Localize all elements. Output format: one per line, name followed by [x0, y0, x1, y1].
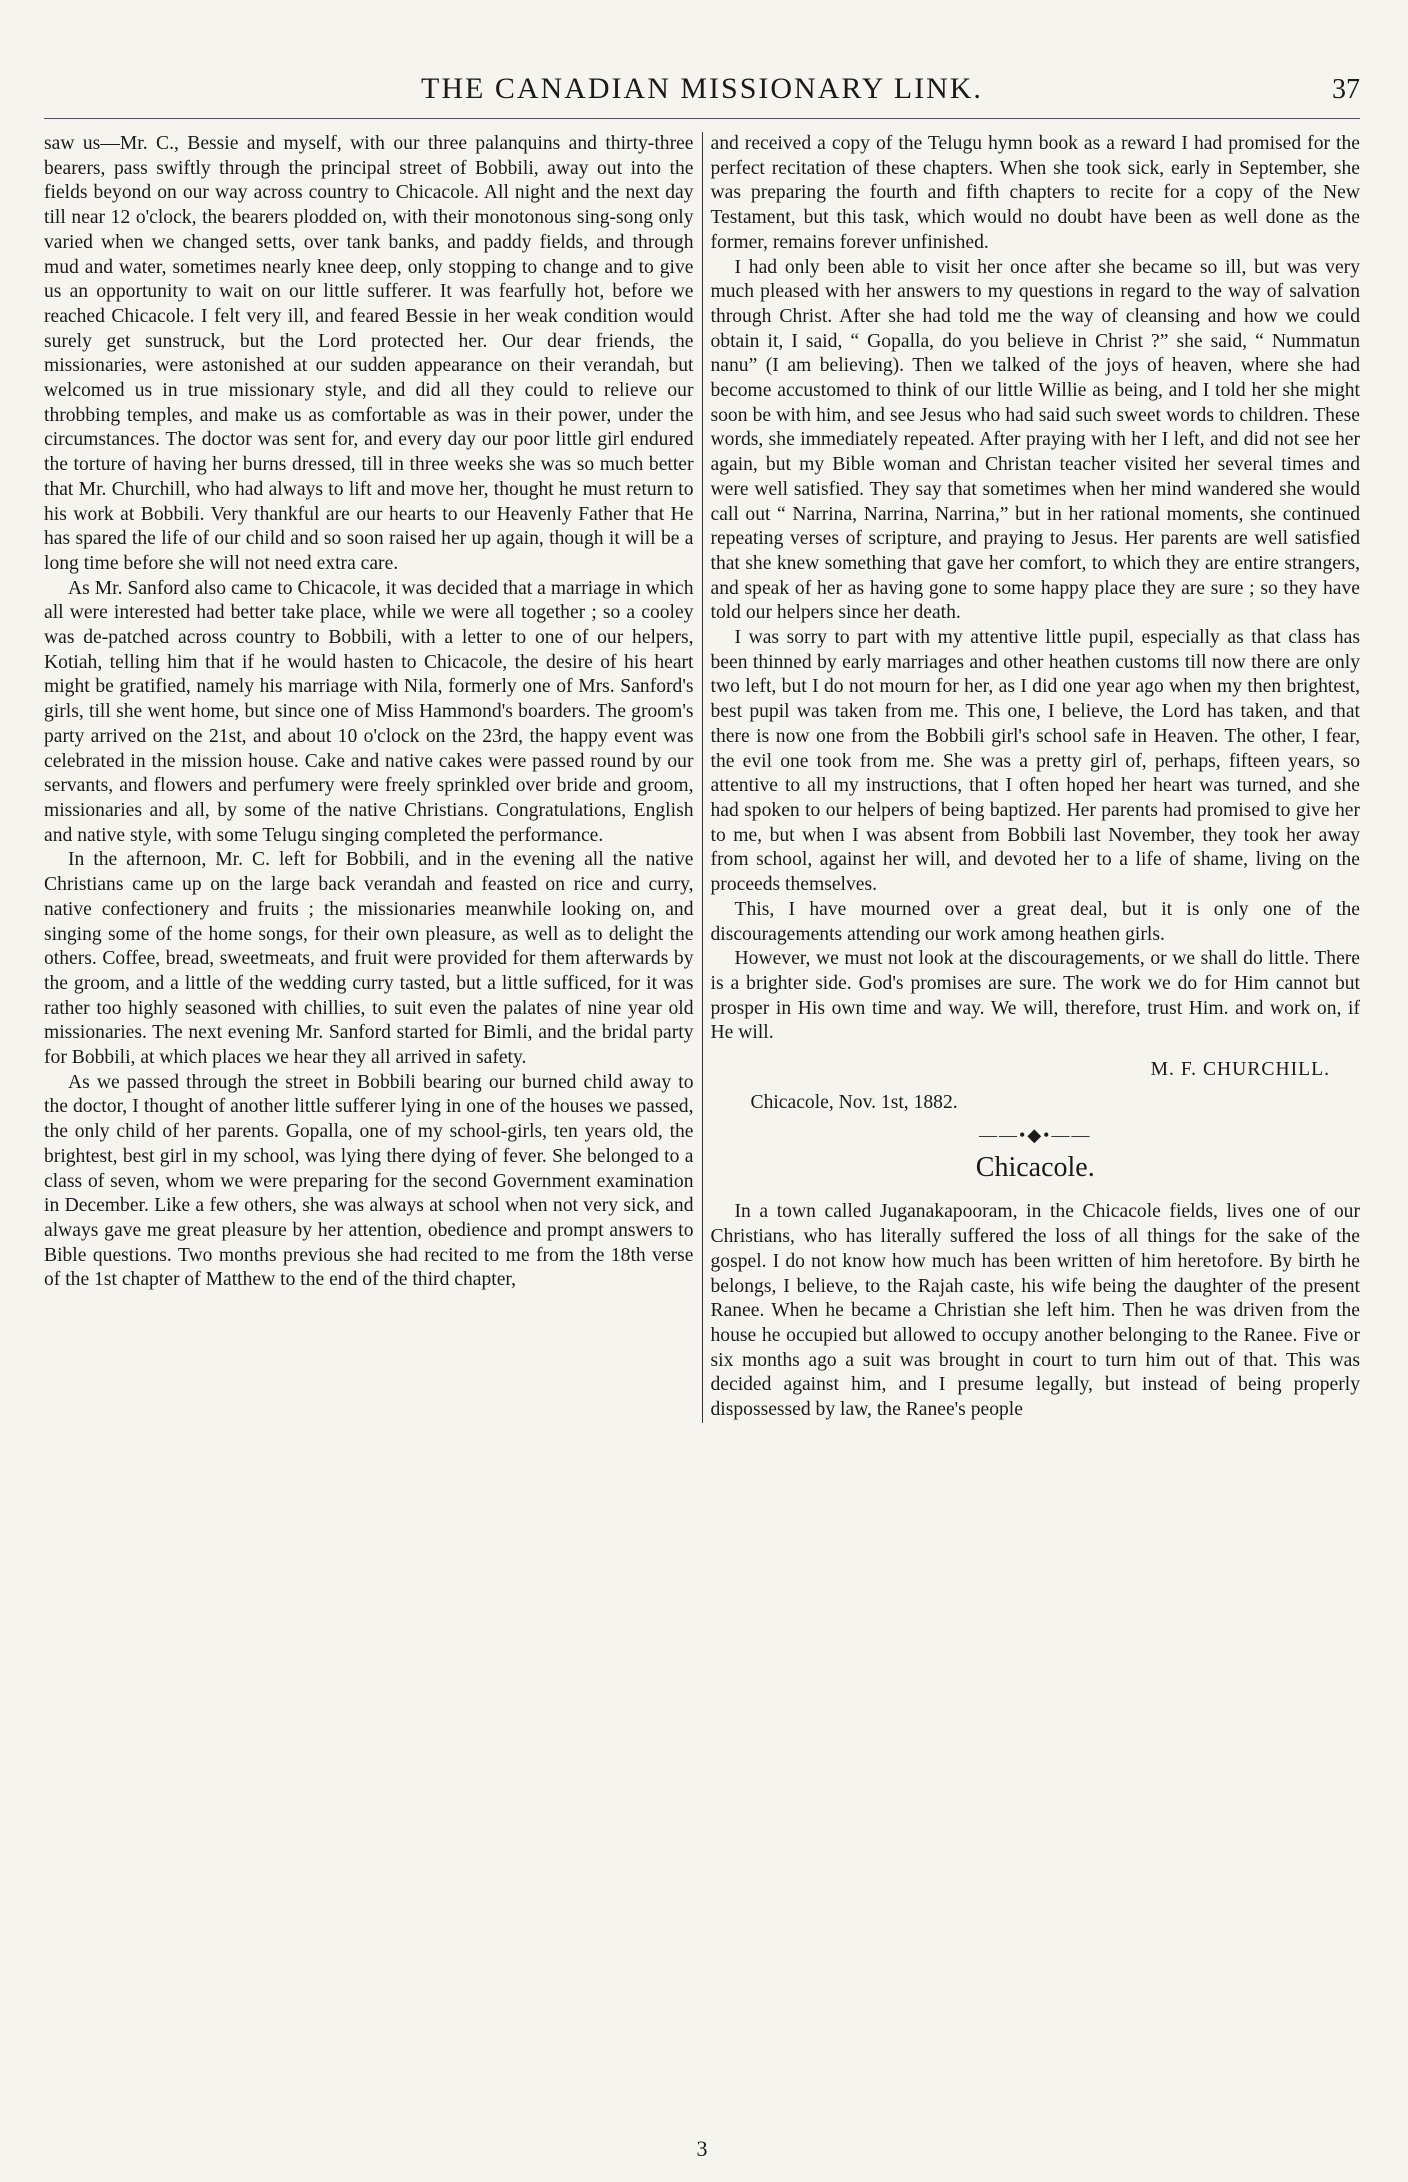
- paragraph: I was sorry to part with my attentive little pupil, especially as that class has been thinned by early marriages and other heathen customs till now there are only two left, but I do not mourn for her, as I did one year ago when my then brightest, best pupil was taken from me. This one, I believe, the Lord has taken, and that there is now one from the Bobbili girl's school safe in Heaven. The other, I fear, the evil one took from me. She was a pretty girl of, perhaps, fifteen years, so attentive to all my instructions, that I often hoped her heart was turned, and she had spoken to our helpers of being baptized. Her parents had promised to give her to me, but when I was absent from Bobbili last November, they took her away from school, against her will, and devoted her to a life of shame, living on the proceeds themselves.: [710, 627, 1360, 896]
- paragraph: and received a copy of the Telugu hymn book as a reward I had promised for the perfect recitation of these chapters. When she took sick, early in September, she was preparing the fourth and fifth chapters to recite for a copy of the New Testament, but this task, which would no doubt have been as well done as the former, remains forever unfinished.: [710, 133, 1360, 253]
- page-number: 37: [1332, 74, 1360, 105]
- header-rule: [44, 118, 1360, 119]
- paragraph: I had only been able to visit her once after she became so ill, but was very much pleased with her answers to my questions in regard to the way of salvation through Christ. After she had told me the way of cleansing and how we could obtain it, I said, “ Gopalla, do you believe in Christ ?” she said, “ Nummatun nanu” (I am believing). Then we talked of the joys of heaven, where she had become accustomed to think of our little Willie as being, and I told her she might soon be with him, and see Jesus who had said such sweet words to children. These words, she immediately repeated. After praying with her I left, and did not see her again, but my Bible woman and Christan teacher visited her several times and were well satisfied. They say that sometimes when her mind wandered she would call out “ Narrina, Narrina, Narrina,” but in her rational moments, she continued repeating verses of scripture, and praying to Jesus. Her parents are well satisfied that she knew something that gave her comfort, to which they are entire strangers, and speak of her as having gone to some happy place they are sure ; so they have told our helpers since her death.: [710, 256, 1360, 624]
- paragraph: As Mr. Sanford also came to Chicacole, it was decided that a marriage in which all were interested had better take place, while we were all together ; so a cooley was de-patched across country to Bobbili, with a letter to one of our helpers, Kotiah, telling him that if he would hasten to Chicacole, the desire of his heart might be gratified, namely his marriage with Nila, formerly one of Mrs. Sanford's girls, till she went home, but since one of Miss Hammond's boarders. The groom's party arrived on the 21st, and about 10 o'clock on the 23rd, the happy event was celebrated in the mission house. Cake and native cakes were passed round by our servants, and flowers and perfumery were freely sprinkled over bride and groom, missionaries and all, by some of the native Christians. Congratulations, English and native style, with some Telugu singing completed the performance.: [44, 577, 694, 846]
- paragraph: saw us—Mr. C., Bessie and myself, with our three palanquins and thirty-three bearers, pass swiftly through the principal street of Bobbili, away out into the fields beyond on our way across country to Chicacole. All night and the next day till near 12 o'clock, the bearers plodded on, with their monotonous sing-song only varied when we changed setts, over tank banks, and paddy fields, and through mud and water, sometimes nearly knee deep, only stopping to change and to give us an opportunity to wait on our little sufferer. It was fearfully hot, before we reached Chicacole. I felt very ill, and feared Bessie in her weak condition would surely get sunstruck, but the Lord protected her. Our dear friends, the missionaries, were astonished at our sudden appearance on their verandah, but welcomed us in true missionary style, and did all they could to relieve our throbbing temples, and make us as comfortable as was in their power, under the circumstances. The doctor was sent for, and every day our poor little girl endured the torture of having her burns dressed, till in three weeks she was so much better that Mr. Churchill, who had always to lift and move her, thought he must return to his work at Bobbili. Very thankful are our hearts to our Heavenly Father that He has spared the life of our child and so soon raised her up again, though it will be a long time before she will not need extra care.: [44, 133, 694, 574]
- page: [44, 62, 1360, 2172]
- section-title: Chicacole.: [975, 1152, 1095, 1184]
- signature: M. F. CHURCHILL.: [1150, 1059, 1330, 1081]
- page-header: [44, 62, 1360, 124]
- columns: [44, 132, 1360, 1423]
- dateline: Chicacole, Nov. 1st, 1882.: [750, 1091, 958, 1113]
- running-title: THE CANADIAN MISSIONARY LINK.: [421, 72, 983, 105]
- paragraph: However, we must not look at the discouragements, or we shall do little. There is a brighter side. God's promises are sure. The work we do for Him cannot but prosper in His own time and way. We will, therefore, trust Him. and work on, if He will.: [710, 948, 1360, 1044]
- right-column: [702, 132, 1361, 1423]
- paragraph: As we passed through the street in Bobbili bearing our burned child away to the doctor, I thought of another little sufferer lying in one of the houses we passed, the only child of her parents. Gopalla, one of my school-girls, ten years old, the brightest, best girl in my school, was lying there dying of fever. She belonged to a class of seven, whom we were preparing for the second Government examination in December. Like a few others, she was always at school when not very sick, and always gave me great pleasure by her attention, obedience and prompt answers to Bible questions. Two months previous she had recited to me from the 18th verse of the 1st chapter of Matthew to the end of the third chapter,: [44, 1071, 694, 1291]
- paragraph: In a town called Juganakapooram, in the Chicacole fields, lives one of our Christians, who has literally suffered the loss of all things for the sake of the gospel. I do not know how much has been written of him heretofore. By birth he belongs, I believe, to the Rajah caste, his wife being the daughter of the present Ranee. When he became a Christian she left him. Then he was driven from the house he occupied but allowed to occupy another belonging to the Ranee. Five or six months ago a suit was brought in court to turn him out of that. This was decided against him, and I presume legally, but instead of being properly dispossessed by law, the Ranee's people: [710, 1201, 1360, 1421]
- paragraph: This, I have mourned over a great deal, but it is only one of the discouragements attending our work among heathen girls.: [710, 898, 1360, 945]
- folio-mark: 3: [696, 2136, 708, 2161]
- paragraph: In the afternoon, Mr. C. left for Bobbili, and in the evening all the native Christians came up on the large back verandah and feasted on rice and curry, native confectionery and fruits ; the missionaries meanwhile looking on, and singing some of the home songs, for their own pleasure, as well as to delight the others. Coffee, bread, sweetmeats, and fruit were provided for them afterwards by the groom, and a little of the wedding curry tasted, but a little sufficed, for it was rather too highly seasoned with chillies, to suit even the palates of nine year old missionaries. The next evening Mr. Sanford started for Bimli, and the bridal party for Bobbili, at which places we hear they all arrived in safety.: [44, 849, 694, 1069]
- section-ornament: ——•◆•——: [979, 1125, 1092, 1146]
- left-column: [44, 132, 702, 1423]
